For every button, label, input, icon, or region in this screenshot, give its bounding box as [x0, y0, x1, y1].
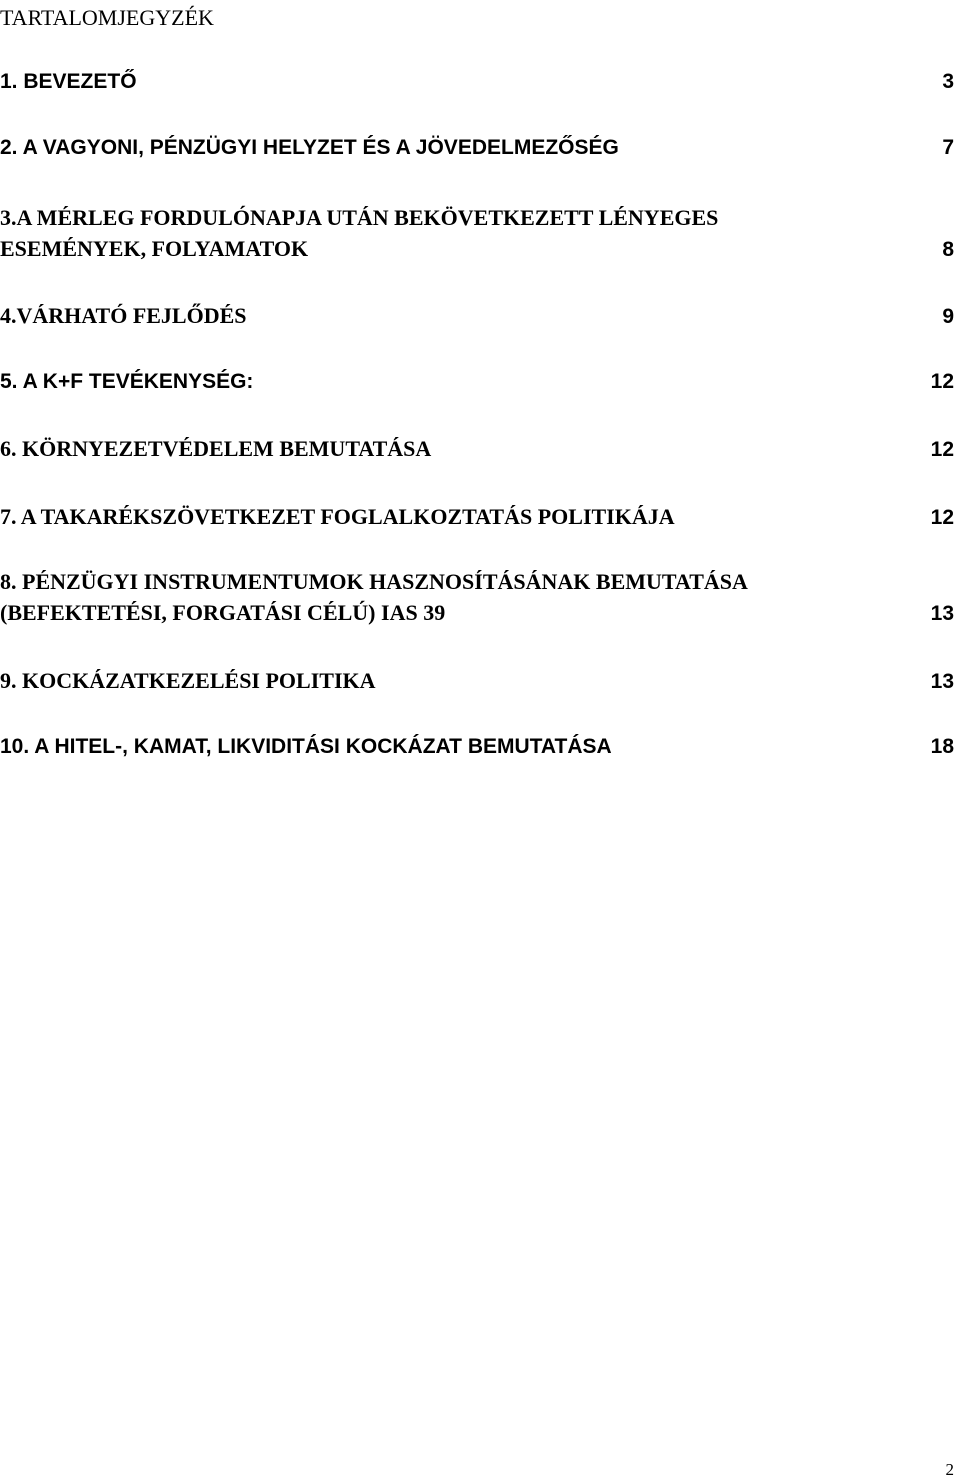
toc-entry-page: 13 — [930, 670, 954, 693]
toc-entry-page: 9 — [942, 305, 954, 328]
toc-entry-page: 12 — [930, 438, 954, 461]
toc-entry-7[interactable] — [0, 501, 954, 533]
toc-entry-page: 12 — [930, 506, 954, 529]
toc-entry-text-line1: 3.A MÉRLEG FORDULÓNAPJA UTÁN BEKÖVETKEZETT LÉNYEGES — [0, 205, 719, 230]
toc-entry-text: 7. A TAKARÉKSZÖVETKEZET FOGLALKOZTATÁS POLITIKÁJA — [0, 504, 675, 529]
toc-entry-8[interactable] — [0, 566, 954, 629]
toc-entry-6[interactable] — [0, 433, 954, 465]
toc-entry-text: 6. KÖRNYEZETVÉDELEM BEMUTATÁSA — [0, 436, 432, 461]
toc-entry-text-line2: ESEMÉNYEK, FOLYAMATOK — [0, 236, 309, 261]
toc-entry-4[interactable] — [0, 300, 954, 332]
toc-entry-page: 3 — [942, 70, 954, 93]
toc-entry-9[interactable] — [0, 665, 954, 697]
toc-entry-3[interactable] — [0, 202, 954, 265]
toc-entry-text: 1. BEVEZETŐ — [0, 70, 137, 93]
toc-entry-page: 12 — [930, 370, 954, 393]
toc-entry-text: 4.VÁRHATÓ FEJLŐDÉS — [0, 303, 247, 328]
toc-entry-page: 13 — [930, 602, 954, 625]
toc-entry-text: 10. A HITEL-, KAMAT, LIKVIDITÁSI KOCKÁZAT BEMUTATÁSA — [0, 735, 612, 758]
toc-entry-text-line1: 8. PÉNZÜGYI INSTRUMENTUMOK HASZNOSÍTÁSÁNAK BEMUTATÁSA — [0, 569, 748, 594]
toc-entry-page: 8 — [942, 238, 954, 261]
toc-entry-10[interactable] — [0, 733, 954, 761]
toc-entry-5[interactable] — [0, 368, 954, 396]
toc-entry-text: 2. A VAGYONI, PÉNZÜGYI HELYZET ÉS A JÖVEDELMEZŐSÉG — [0, 136, 619, 159]
page-number: 2 — [945, 1460, 954, 1479]
toc-entry-text: 5. A K+F TEVÉKENYSÉG: — [0, 370, 254, 393]
toc-entry-page: 7 — [942, 136, 954, 159]
toc-entry-2[interactable] — [0, 134, 954, 162]
toc-entry-page: 18 — [930, 735, 954, 758]
toc-title: TARTALOMJEGYZÉK — [0, 5, 214, 30]
toc-entry-text: 9. KOCKÁZATKEZELÉSI POLITIKA — [0, 668, 376, 693]
toc-entry-1[interactable] — [0, 68, 954, 96]
toc-entry-text-line2: (BEFEKTETÉSI, FORGATÁSI CÉLÚ) IAS 39 — [0, 600, 446, 625]
